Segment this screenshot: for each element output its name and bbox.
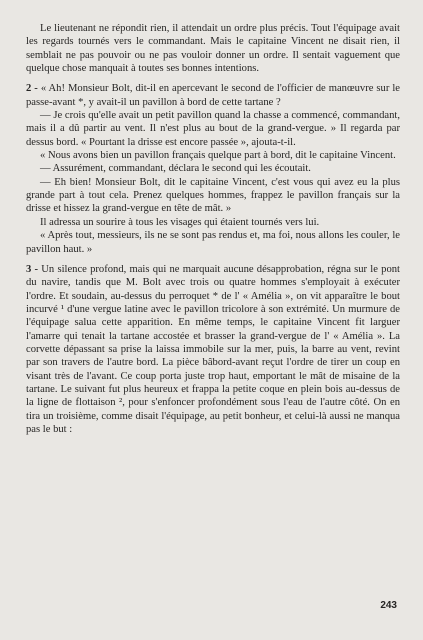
paragraph-1: Le lieutenant ne répondit rien, il attendait un ordre plus précis. Tout l'équipage avait les regards tournés vers le commandant. Mais le capitaine Vincent ne disait rien, il semblait ne pas pouvoir ou ne pas vouloir donner un ordre. Il sentait vaguement que quelque chose manquait à toutes ses bonnes intentions. [26, 23, 400, 75]
paragraph-9-text: Un silence profond, mais qui ne marquait aucune désapprobation, régna sur le pont du navire, tandis que M. Bolt avec trois ou quatre hommes s'employait à exécuter l'ordre. Et soudain, au-dessus du perroquet * de l' « Amélia », on vit apparaître le bout incurvé ¹ d'une vergue latine avec le pavillon tricolore à son extrémité. Un murmure de l'équipage salua cette apparition. En même temps, le capitaine Vincent fit larguer l'amarre qui tenait la tartane accostée et brasser la grand-vergue de l' « Amélia ». La corvette dépassant sa prise la laissa immobile sur la mer, puis, la barre au vent, revint par son travers de l'autre bord. La pièce bâbord-avant reçut l'ordre de tirer un coup en visant très de l'avant. Ce coup porta juste trop haut, emportant le mât de misaine de la tartane. Le suivant fut plus heureux et frappa la petite coque en plein bois au-dessus de la ligne de flottaison ², pour s'enfoncer profondément sous l'eau de l'autre côté. On en tira un troisième, comme disait l'équipage, au petit bonheur, et celui-là aussi ne manqua pas le but : [26, 263, 400, 435]
paragraph-5: — Assurément, commandant, déclara le second qui les écoutait. [40, 163, 311, 175]
section-number-3: 3 - [26, 263, 42, 275]
page-number: 243 [380, 600, 397, 611]
paragraph-8: « Après tout, messieurs, ils ne se sont pas rendus et, ma foi, nous allons les couler, le pavillon haut. » [26, 230, 400, 255]
paragraph-9 [26, 263, 400, 436]
paragraph-6: — Eh bien! Monsieur Bolt, dit le capitaine Vincent, c'est vous qui avez eu la plus grande part à tout cela. Prenez quelques hommes, frappez le pavillon français sur la drisse et hissez la grand-vergue en tête de mât. » [26, 176, 400, 215]
paragraph-2 [26, 82, 400, 109]
section-number-2: 2 - [26, 83, 41, 95]
paragraph-2-text: « Ah! Monsieur Bolt, dit-il en apercevant le second de l'officier de manœuvre sur le passe-avant *, y avait-il un pavillon à bord de cette tartane ? [26, 83, 401, 108]
paragraph-3: — Je crois qu'elle avait un petit pavillon quand la chasse a commencé, commandant, mais il a dû partir au vent. Il n'est plus au bout de la grand-vergue. » Il regarda par dessus bord. « Pourtant la drisse est encore passée », ajouta-t-il. [26, 110, 400, 148]
body-text [26, 22, 400, 436]
paragraph-7: Il adressa un sourire à tous les visages qui étaient tournés vers lui. [40, 216, 320, 228]
paragraph-4: « Nous avons bien un pavillon français quelque part à bord, dit le capitaine Vincent. [40, 150, 396, 162]
